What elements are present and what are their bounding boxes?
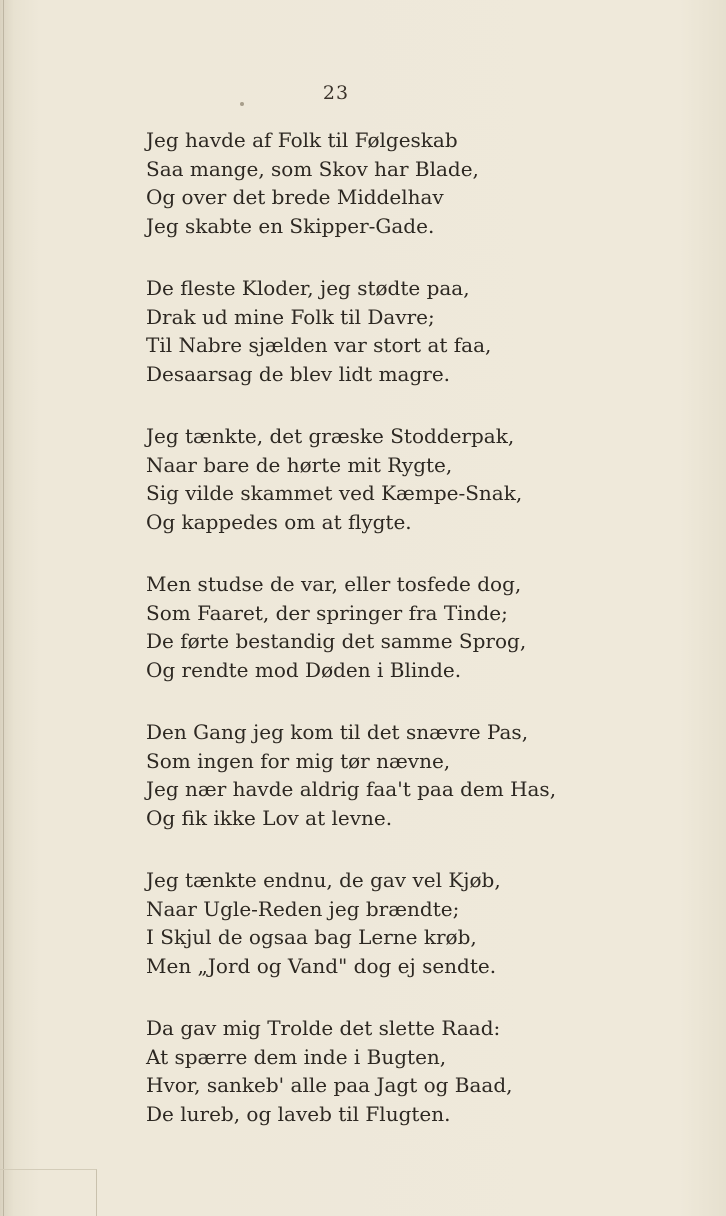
poem-line: Jeg nær havde aldrig faa't paa dem Has, [146,777,557,801]
poem-line: Desaarsag de blev lidt magre. [146,361,451,386]
poem-line: Hvor, sankeb' alle paa Jagt og Baad, [146,1073,513,1097]
poem-line: Som ingen for mig tør nævne, [146,748,451,773]
poem-line: Som Faaret, der springer fra Tinde; [146,600,508,625]
poem-line: Og kappedes om at flygte. [146,509,412,534]
poem-line: Den Gang jeg kom til det snævre Pas, [146,720,529,744]
poem-line: Men studse de var, eller tosfede dog, [146,572,522,596]
poem [146,126,566,1162]
poem-line: Og fik ikke Lov at levne. [146,805,393,830]
stanza-4 [146,570,566,684]
stanza-6 [146,866,566,980]
poem-line: Til Nabre sjælden var stort at faa, [146,333,492,357]
poem-line: Og rendte mod Døden i Blinde. [146,657,462,682]
poem-line: Jeg skabte en Skipper-Gade. [146,213,435,238]
poem-line: Drak ud mine Folk til Davre; [146,304,435,329]
poem-line: De fleste Kloder, jeg stødte paa, [146,276,470,300]
stanza-5 [146,718,566,832]
poem-line: Jeg tænkte, det græske Stodderpak, [146,424,515,448]
poem-line: Men „Jord og Vand" dog ej sendte. [146,953,497,978]
stanza-3 [146,422,566,536]
poem-line: De lureb, og laveb til Flugten. [146,1101,451,1126]
ink-dot [240,102,244,106]
poem-line: Da gav mig Trolde det slette Raad: [146,1016,501,1040]
stanza-1 [146,126,566,240]
page-edge [3,0,4,1216]
poem-line: Naar bare de hørte mit Rygte, [146,452,453,477]
stanza-2 [146,274,566,388]
poem-line: I Skjul de ogsaa bag Lerne krøb, [146,925,477,949]
poem-line: Saa mange, som Skov har Blade, [146,156,479,181]
corner-mark [0,1169,97,1216]
poem-line: Jeg tænkte endnu, de gav vel Kjøb, [146,868,501,892]
poem-line: Naar Ugle-Reden jeg brændte; [146,896,460,921]
poem-line: At spærre dem inde i Bugten, [146,1044,447,1069]
poem-line: Jeg havde af Folk til Følgeskab [146,128,458,152]
poem-line: De førte bestandig det samme Sprog, [146,629,527,653]
stanza-7 [146,1014,566,1128]
poem-line: Og over det brede Middelhav [146,185,444,209]
poem-line: Sig vilde skammet ved Kæmpe-Snak, [146,481,523,505]
page-number: 23 [322,82,350,104]
